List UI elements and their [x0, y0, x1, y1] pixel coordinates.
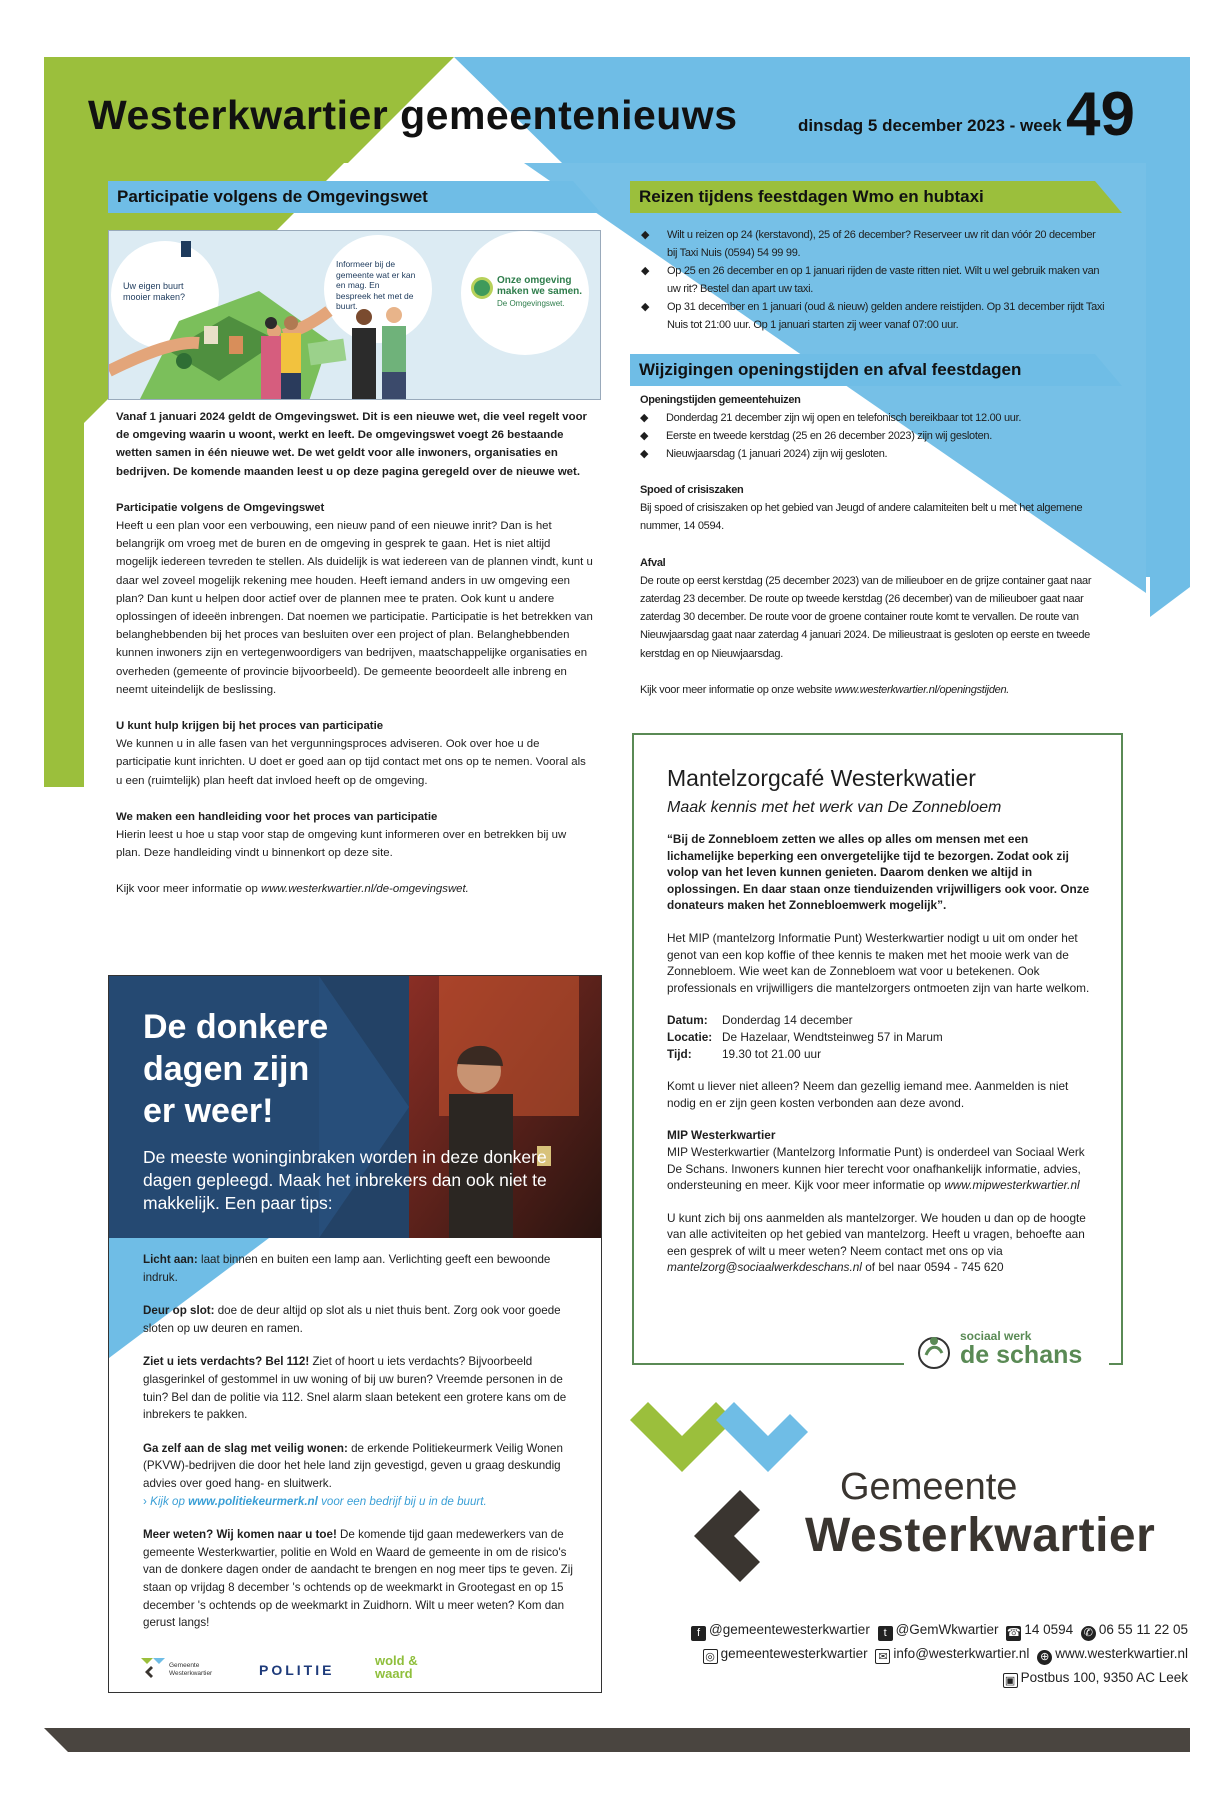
- openingstijden-item: ◆ Eerste en tweede kerstdag (25 en 26 december 2023) zijn wij gesloten.: [640, 427, 1120, 445]
- omgevingswet-sub2: U kunt hulp krijgen bij het proces van participatie: [116, 720, 384, 733]
- mantelzorg-email-link[interactable]: mantelzorg@sociaalwerkdeschans.nl: [667, 1260, 862, 1275]
- ad-subtitle: De meeste woninginbraken worden in deze donkere dagen gepleegd. Maak het inbrekers dan ook niet te makkelijk. Een paar tips:: [143, 1147, 547, 1213]
- ad-photo: [109, 976, 601, 1238]
- illustration-scene: [109, 231, 601, 400]
- mantelzorg-p1: Het MIP (mantelzorg Informatie Punt) Westerkwartier nodigt u uit om onder het genot van een kop koffie of thee kennis te maken met het mooie werk van de Zonnebloem. Wie weet kan de Zonnebloem wat voor u betekenen. Ook professionals en vrijwilligers die mantelzorgers ontmoeten zijn van harte welkom.: [667, 930, 1090, 995]
- ad-tip-3: Ziet u iets verdachts? Bel 112! Ziet of hoort u iets verdachts? Bijvoorbeeld glasgerinkel of gestommel in uw woning of bij uw buren? Vreemde personen in de tuin? Bel dan de politie via 112. Snel alarm slaan betekent een grotere kans om de inbrekers te pakken.: [143, 1355, 567, 1422]
- wmo-item: ◆ Wilt u reizen op 24 (kerstavond), 25 of 26 december? Reserveer uw rit dan vóór 20 december bij Taxi Nuis (0594) 54 99 99.: [641, 226, 1106, 262]
- mantelzorg-p2: Komt u liever niet alleen? Neem dan gezellig iemand mee. Aanmelden is niet nodig en er zijn geen kosten verbonden aan deze avond.: [667, 1079, 1069, 1110]
- gemeente-logo-text-2: Westerkwartier: [805, 1509, 1156, 1562]
- omgevingswet-sub3: We maken een handleiding voor het proces van participatie: [116, 810, 438, 823]
- mantelzorg-p4: U kunt zich bij ons aanmelden als mantelzorger. We houden u dan op de hoogte van alle activiteiten op het gebied van mantelzorg. Heeft u vragen, behoefte aan een gesprek of wilt u meer weten? Neem contact met ons op via mantelzorg@sociaalwerkdeschans.nl of bel naar 0594 - 745 620: [667, 1210, 1086, 1275]
- ad-logo-politie: POLITIE: [259, 1662, 335, 1678]
- mantelzorg-title: Mantelzorgcafé Westerkwatier: [667, 765, 976, 791]
- page-title: Westerkwartier gemeentenieuws: [88, 92, 738, 138]
- mantelzorg-sub3: MIP Westerkwartier: [667, 1128, 776, 1143]
- openingstijden-heading: Wijzigingen openingstijden en afval feestdagen: [630, 354, 1122, 386]
- wmo-heading: Reizen tijdens feestdagen Wmo en hubtaxi: [630, 181, 1122, 213]
- wmo-item: ◆ Op 31 december en 1 januari (oud & nieuw) gelden andere reistijden. Op 31 december rijdt Taxi Nuis tot 21:00 uur. Op 1 januari starten zij weer vanaf 07:00 uur.: [641, 298, 1106, 334]
- spoed-sub: Spoed of crisiszaken: [640, 484, 744, 496]
- contact-line-1: f @gemeentewesterkwartier t @GemWkwartier ☎ 14 0594 ✆ 06 55 11 22 05: [691, 1622, 1188, 1641]
- afval-sub: Afval: [640, 556, 666, 569]
- mip-link[interactable]: www.mipwesterkwartier.nl: [944, 1178, 1080, 1193]
- omgevingswet-intro: Vanaf 1 januari 2024 geldt de Omgevingswet. Dit is een nieuwe wet, die veel regelt voor de omgeving waarin u woont, werkt en leeft. De omgevingswet voegt 26 bestaande wetten samen in één nieuwe wet. De wet geldt voor alle inwoners, organisaties en bedrijven. De komende maanden leest u op deze pagina geregeld over de nieuwe wet.: [116, 411, 587, 478]
- mantelzorg-content: [667, 763, 1097, 1292]
- wmo-item: ◆ Op 25 en 26 december en op 1 januari rijden de vaste ritten niet. Wilt u wel gebruik maken van uw rit? Bestel dan apart uw taxi.: [641, 262, 1106, 298]
- wmo-list: [641, 226, 1106, 334]
- ad-title: De donkere dagen zijn er weer!: [143, 1008, 329, 1130]
- mantelzorg-subtitle: Maak kennis met het werk van De Zonnebloem: [667, 799, 1002, 816]
- mailbox-icon: ▣: [1003, 1673, 1018, 1688]
- mantelzorg-details: Datum: Donderdag 14 december Locatie: De Hazelaar, Wendtsteinweg 57 in Marum Tijd: 19.30 tot 21.00 uur: [667, 1013, 943, 1061]
- openingstijden-link[interactable]: www.westerkwartier.nl/openingstijden.: [834, 683, 1010, 696]
- ad-tip-1: Licht aan: laat binnen en buiten een lamp aan. Verlichting geeft een bewoonde indruk.: [143, 1253, 551, 1284]
- chevron-right-icon: ›: [143, 1494, 147, 1508]
- contact-line-3: ▣ Postbus 100, 9350 AC Leek: [1003, 1670, 1188, 1688]
- omgevingswet-heading: Participatie volgens de Omgevingswet: [108, 181, 601, 213]
- openingstijden-more: Kijk voor meer informatie op onze website www.westerkwartier.nl/openingstijden.: [640, 683, 1010, 696]
- week-number: 49: [1066, 80, 1135, 149]
- contact-line-2: ◎ gemeentewesterkwartier ✉ info@westerkwartier.nl ⊕ www.westerkwartier.nl: [703, 1646, 1188, 1665]
- openingstijden-sub1: Openingstijden gemeentehuizen: [640, 394, 801, 406]
- instagram-icon: ◎: [703, 1649, 718, 1664]
- donkere-dagen-ad: [108, 975, 602, 1693]
- openingstijden-article: [640, 391, 1120, 699]
- omgevingswet-link[interactable]: www.westerkwartier.nl/de-omgevingswet.: [260, 883, 469, 896]
- gemeente-logo-icon: [630, 1402, 810, 1594]
- de-schans-logo-icon: [914, 1331, 954, 1371]
- openingstijden-list: [640, 409, 1120, 463]
- speech-bubble-3: Onze omgeving maken we samen. De Omgevingswet.: [461, 231, 589, 355]
- omgevingswet-more: Kijk voor meer informatie op www.westerkwartier.nl/de-omgevingswet.: [116, 883, 469, 896]
- mantelzorg-p3: MIP Westerkwartier (Mantelzorg Informatie Punt) is onderdeel van Sociaal Werk De Schans. Inwoners kunnen hier terecht voor onafhankelijk informatie, advies, ondersteuning en meer. Kijk voor meer informatie op www.mipwesterkwartier.nl: [667, 1144, 1085, 1193]
- spoed-text: Bij spoed of crisiszaken op het gebied van Jeugd of andere calamiteiten belt u met het algemene nummer, 14 0594.: [640, 502, 1083, 533]
- ad-tip-4: Ga zelf aan de slag met veilig wonen: de erkende Politiekeurmerk Veilig Wonen (PKVW)-bedrijven die door het hele land zijn gevestigd, geven u graag deskundig advies over goed hang- en sluitwerk.: [143, 1441, 563, 1490]
- email-icon: ✉: [875, 1649, 890, 1664]
- ad-tip-2: Deur op slot: doe de deur altijd op slot als u niet thuis bent. Zorg ook voor goede sloten op uw deuren en ramen.: [143, 1304, 561, 1335]
- omgevingswet-p2: We kunnen u in alle fasen van het vergunningsproces adviseren. Ook over hoe u de participatie kunt inrichten. U doet er goed aan op tijd contact met ons op te nemen. Vooral als u een (ruimtelijk) plan heeft dat invloed heeft op de omgeving.: [116, 738, 586, 787]
- whatsapp-icon: ✆: [1081, 1626, 1096, 1641]
- facebook-icon: f: [691, 1626, 706, 1641]
- de-schans-logo: sociaal werk de schans: [904, 1325, 1109, 1375]
- speech-bubble-1: Uw eigen buurt mooier maken?: [111, 241, 219, 349]
- ad-logo-woldwaard: wold & waard: [375, 1653, 418, 1681]
- omgevingswet-sub1: Participatie volgens de Omgevingswet: [116, 501, 325, 514]
- ad-tips: [143, 1251, 573, 1648]
- gemeente-logo-text-1: Gemeente: [840, 1466, 1018, 1508]
- issue-date: dinsdag 5 december 2023 - week: [798, 116, 1062, 135]
- ad-tip-5: Meer weten? Wij komen naar u toe! De komende tijd gaan medewerkers van de gemeente Westerkwartier, politie en Wold en Waard de gemeente in om de risico's van de donkere dagen onder de aandacht te brengen en nog meer tips te geven. Zij staan op vrijdag 8 december 's ochtends op de weekmarkt in Grootegast en op 15 december 's ochtends op de weekmarkt in Zuidhorn. Wilt u meer weten? Kom dan gerust langs!: [143, 1528, 573, 1630]
- phone-icon: ☎: [1006, 1627, 1021, 1639]
- ad-logo-gemeente: Gemeente Westerkwartier: [141, 1656, 231, 1684]
- omgevingswet-article: [116, 408, 594, 917]
- mantelzorg-box: [632, 733, 1123, 1369]
- omgevingswet-p3: Hierin leest u hoe u stap voor stap de omgeving kunt informeren over en betrekken bij uw plan. Deze handleiding vindt u binnenkort op deze site.: [116, 829, 567, 860]
- afval-text: De route op eerst kerstdag (25 december 2023) van de milieuboer en de grijze container gaat naar zaterdag 23 december. De route op tweede kerstdag (26 december) van de milieuboer gaat naar zaterdag 30 december. De route voor de groene container route komt te vervallen. De route van Nieuwjaarsdag gaat naar zaterdag 4 januari 2024. De milieustraat is gesloten op eerste en tweede kerstdag en op Nieuwjaarsdag.: [640, 574, 1092, 660]
- bottom-bar: [44, 1728, 1190, 1752]
- twitter-icon: t: [878, 1626, 893, 1641]
- gemeente-mini-logo-icon: [141, 1658, 165, 1682]
- omgevingswet-p1: Heeft u een plan voor een verbouwing, een nieuw pand of een nieuwe inrit? Dan is het belangrijk om vroeg met de buren en de omgeving in gesprek te gaan. Het is niet altijd mogelijk iedereen tevreden te stellen. Als duidelijk is wat iedereen van de plannen vindt, kunt u daar wel zoveel mogelijk rekening mee houden. Heeft iemand anders in uw omgeving een plan? Dan kunt u helpen door actief over de plannen mee te praten. Ook kunt u andere oplossingen of ideeën inbrengen. Dat noemen we participatie. Participatie is het betrekken van belanghebbenden bij het proces van besluiten over een project of plan. Belanghebbenden kunnen inwoners zijn en vertegenwoordigers van bedrijven, maatschappelijke organisaties en overheden (gemeente of provincie bijvoorbeeld). De gemeente beoordeelt alle inbreng en neemt uiteindelijk de beslissing.: [116, 520, 593, 696]
- openingstijden-item: ◆ Nieuwjaarsdag (1 januari 2024) zijn wij gesloten.: [640, 445, 1120, 463]
- globe-icon: ⊕: [1037, 1650, 1052, 1665]
- mantelzorg-quote: “Bij de Zonnebloem zetten we alles op alles om mensen met een lichamelijke beperking een onvergetelijke tijd te bezorgen. Zodat ook zij volop van het leven kunnen genieten. Daarom denken we altijd in oplossingen. En daar staan onze tienduizenden vrijwilligers ook voor. Onze donateurs maken het Zonnebloemwerk mogelijk”.: [667, 832, 1090, 913]
- ad-tip-4-link: › Kijk op www.politiekeurmerk.nl voor een bedrijf bij u in de buurt.: [143, 1494, 487, 1508]
- speech-bubble-2: Informeer bij de gemeente wat er kan en mag. En bespreek het met de buurt.: [324, 235, 432, 343]
- omgevingswet-illustration: [108, 230, 601, 400]
- openingstijden-item: ◆ Donderdag 21 december zijn wij open en telefonisch bereikbaar tot 12.00 uur.: [640, 409, 1120, 427]
